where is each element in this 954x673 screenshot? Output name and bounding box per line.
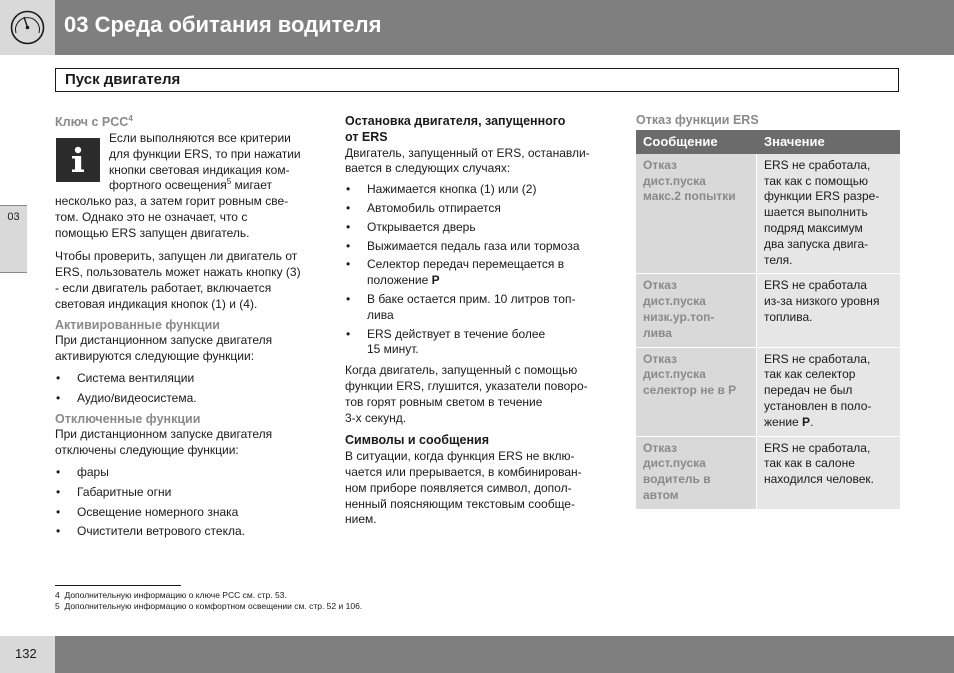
list-item: • фары	[55, 465, 330, 481]
text-line: лива	[643, 325, 672, 340]
gauge-icon	[0, 0, 55, 55]
text-line: Двигатель, запущенный от ERS, останавли-	[345, 145, 590, 160]
ers-messages-table	[636, 130, 900, 509]
text-line: Отказ	[643, 351, 678, 366]
info-line-4	[109, 178, 329, 194]
text-fragment: жение	[764, 414, 803, 429]
text-line: • Селектор передач перемещается в	[367, 257, 565, 272]
text-line: установлен в поло-	[764, 398, 872, 413]
text-line	[764, 415, 893, 431]
text-line: автом	[643, 487, 679, 502]
footnote-text: Дополнительную информацию о ключе PCC см. стр. 53.	[64, 590, 287, 600]
info-line-4-tail: мигает	[231, 178, 273, 193]
left-column-body	[55, 194, 330, 540]
info-line-3: кнопки световая индикация ком-	[109, 162, 290, 177]
text-line: так как с помощью	[764, 173, 868, 188]
text-line: дист.пуска	[643, 173, 706, 188]
text-fragment: .	[810, 414, 814, 429]
table-header-row	[636, 130, 900, 154]
paragraph-continue	[55, 194, 330, 241]
message-cell	[636, 273, 757, 346]
text-line: световая индикация кнопок (1) и (4).	[55, 296, 258, 311]
text-line: ном приборе появляется символ, допол-	[345, 480, 572, 495]
symbols-messages-heading: Символы и сообщения	[345, 433, 490, 448]
page-number-box	[0, 636, 55, 673]
value-cell	[757, 273, 900, 346]
text-line: ERS не сработала,	[764, 157, 871, 172]
list-item: • Система вентиляции	[55, 371, 330, 387]
text-line: помощью ERS запущен двигатель.	[55, 225, 250, 240]
chapter-header	[55, 0, 954, 55]
paragraph-after-stop	[345, 363, 615, 426]
value-cell	[757, 436, 900, 509]
chapter-icon-box	[0, 0, 55, 55]
activated-intro	[55, 333, 330, 365]
list-item: • Автомобиль отпирается	[345, 201, 615, 217]
value-cell	[757, 154, 900, 274]
section-title: Пуск двигателя	[65, 71, 181, 88]
pcc-key-heading-text: Ключ с PCC	[55, 115, 129, 129]
footnotes	[55, 590, 362, 612]
list-item	[345, 257, 615, 289]
text-line: 15 минут.	[367, 342, 419, 357]
text-line: чается или прерывается, в комбинирован-	[345, 464, 582, 479]
footer-bar	[55, 636, 954, 673]
text-line: ERS не сработала	[764, 278, 867, 293]
text-line: шается выполнить	[764, 205, 868, 220]
table-row	[636, 347, 900, 436]
footnote-5	[55, 601, 362, 612]
text-line: низк.ур.топ-	[643, 309, 715, 324]
table-row	[636, 436, 900, 509]
stop-engine-heading	[345, 114, 615, 146]
column-header-message: Сообщение	[636, 130, 757, 154]
text-line: функции ERS разре-	[764, 189, 880, 204]
text-line: положение	[367, 273, 432, 288]
list-item	[345, 292, 615, 324]
text-line: вается в следующих случаях:	[345, 161, 511, 176]
section-header	[55, 68, 899, 92]
text-line: При дистанционном запуске двигателя	[55, 427, 273, 442]
stop-conditions-list	[345, 182, 615, 358]
info-line-2: для функции ERS, то при нажатии	[109, 146, 301, 161]
text-line: Чтобы проверить, запущен ли двигатель от	[55, 249, 298, 264]
text-line: дист.пуска	[643, 367, 706, 382]
list-item: • Выжимается педаль газа или тормоза	[345, 239, 615, 255]
disabled-functions-list	[55, 465, 330, 540]
info-icon	[56, 138, 100, 182]
text-line: активируются следующие функции:	[55, 349, 255, 364]
text-line: макс.2 попытки	[643, 189, 736, 204]
text-line: ненный поясняющим текстовым сообще-	[345, 496, 575, 511]
message-cell	[636, 436, 757, 509]
text-line: селектор не в P	[643, 383, 737, 398]
footnote-4	[55, 590, 362, 601]
list-item: • Габаритные огни	[55, 485, 330, 501]
text-line: Отказ	[643, 278, 678, 293]
column-header-value: Значение	[757, 130, 900, 154]
middle-column	[345, 114, 615, 528]
text-line: из-за низкого уровня	[764, 294, 880, 309]
stop-engine-intro	[345, 146, 615, 178]
text-line: два запуска двига-	[764, 236, 869, 251]
text-line: 3-х секунд.	[345, 410, 407, 425]
text-line: Когда двигатель, запущенный с помощью	[345, 363, 578, 378]
heading-line: Остановка двигателя, запущенного	[345, 114, 566, 128]
table-row	[636, 154, 900, 274]
table-row	[636, 273, 900, 346]
list-item: • Аудио/видеосистема.	[55, 391, 330, 407]
left-column	[55, 115, 325, 131]
disabled-intro	[55, 427, 330, 459]
heading-line: от ERS	[345, 129, 388, 144]
pcc-key-heading	[55, 115, 325, 131]
text-line: функции ERS, глушится, указатели поворо-	[345, 378, 588, 393]
info-line-4-text: фортного освещения	[109, 178, 227, 193]
text-line: Отказ	[643, 157, 678, 172]
text-line: том. Однако это не означает, что с	[55, 209, 248, 224]
message-cell	[636, 154, 757, 274]
text-line: несколько раз, а затем горит ровным све-	[55, 194, 289, 208]
text-line: так как в салоне	[764, 456, 855, 471]
text-line: так как селектор	[764, 367, 856, 382]
side-tab-label: 03	[7, 211, 20, 223]
footnote-text: Дополнительную информацию о комфортном освещении см. стр. 52 и 106.	[64, 601, 363, 611]
disabled-functions-heading: Отключенные функции	[55, 411, 201, 426]
message-cell	[636, 347, 757, 436]
info-icon-box	[56, 138, 100, 182]
footnote-divider	[55, 585, 181, 586]
text-line: При дистанционном запуске двигателя	[55, 333, 273, 348]
footnote-number: 5	[55, 601, 60, 611]
text-line: тов горят ровным светом в течение	[345, 394, 543, 409]
page-number: 132	[15, 646, 37, 661]
info-note-text	[109, 131, 329, 194]
text-line: • ERS действует в течение более	[367, 326, 546, 341]
text-line: Отказ	[643, 440, 678, 455]
text-line: ERS не сработала,	[764, 440, 871, 455]
text-line: - если двигатель работает, включается	[55, 280, 272, 295]
activated-functions-list	[55, 371, 330, 407]
text-line: передач не был	[764, 383, 853, 398]
paragraph-symbols	[345, 449, 615, 528]
value-cell	[757, 347, 900, 436]
text-line: дист.пуска	[643, 456, 706, 471]
list-item: • Очистители ветрового стекла.	[55, 524, 330, 540]
chapter-side-tab	[0, 205, 27, 273]
list-item	[345, 327, 615, 359]
chapter-title: 03 Среда обитания водителя	[64, 12, 382, 37]
list-item: • Открывается дверь	[345, 220, 615, 236]
footnote-number: 4	[55, 590, 60, 600]
text-line: • В баке остается прим. 10 литров топ-	[367, 291, 576, 306]
text-line: топлива.	[764, 309, 813, 324]
text-line: отключены следующие функции:	[55, 443, 239, 458]
text-line: теля.	[764, 252, 793, 267]
list-item: • Нажимается кнопка (1) или (2)	[345, 182, 615, 198]
text-line: нием.	[345, 512, 377, 527]
gear-position-p: P	[431, 273, 440, 288]
gear-position-p: P	[802, 414, 811, 429]
text-line: лива	[367, 307, 394, 322]
text-line: ERS, пользователь может нажать кнопку (3)	[55, 265, 301, 280]
text-line: находился человек.	[764, 472, 874, 487]
footnote-ref-5: 5	[226, 177, 232, 187]
text-line: дист.пуска	[643, 294, 706, 309]
info-line-1: Если выполняются все критерии	[109, 131, 291, 145]
ers-failure-heading: Отказ функции ERS	[636, 113, 759, 127]
paragraph-check-ers	[55, 249, 330, 312]
text-line: В ситуации, когда функция ERS не вклю-	[345, 449, 575, 464]
footnote-ref-4: 4	[128, 113, 133, 123]
activated-functions-heading: Активированные функции	[55, 317, 220, 332]
text-line: водитель в	[643, 472, 711, 487]
list-item: • Освещение номерного знака	[55, 505, 330, 521]
text-line: подряд максимум	[764, 220, 863, 235]
text-line: ERS не сработала,	[764, 351, 871, 366]
